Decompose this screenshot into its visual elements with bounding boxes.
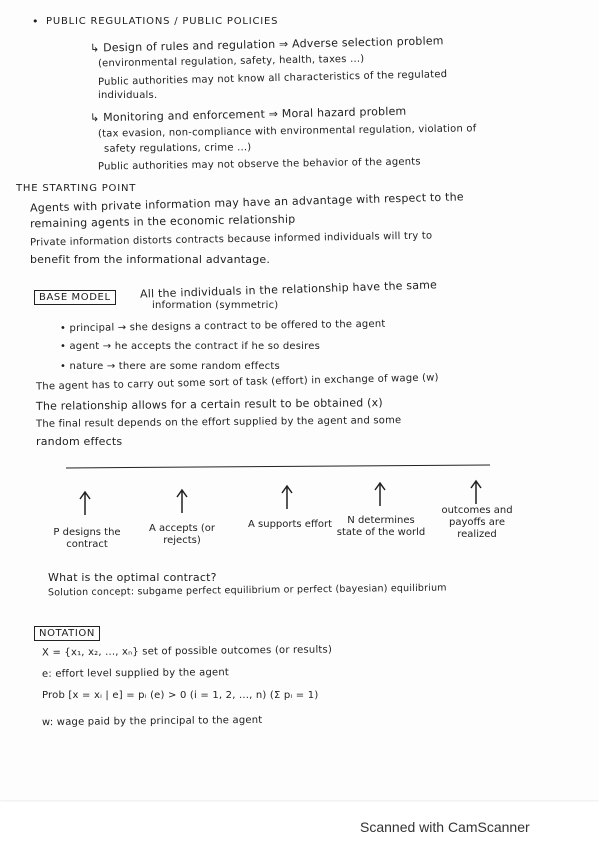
base-model-label: BASE MODEL xyxy=(34,290,116,305)
note-line: Prob [x = xᵢ | e] = pᵢ (e) > 0 (i = 1, 2, ..., n) (Σ pᵢ = 1) xyxy=(42,690,319,701)
note-line: The relationship allows for a certain result to be obtained (x) xyxy=(35,396,383,413)
note-line: X = {x₁, x₂, ..., xₙ} set of possible outcomes (or results) xyxy=(41,644,333,659)
note-line: information (symmetric) xyxy=(152,300,279,311)
up-arrow-icon xyxy=(79,490,91,516)
note-line: Public authorities may not know all characteristics of the regulated xyxy=(97,69,448,88)
note-line: Public authorities may not observe the behavior of the agents xyxy=(97,156,421,173)
note-line: What is the optimal contract? xyxy=(48,571,217,584)
scanner-watermark: Scanned with CamScanner xyxy=(360,819,530,835)
timeline-label: N determines state of the world xyxy=(336,515,426,538)
note-line: safety regulations, crime ...) xyxy=(103,142,252,155)
note-line: Agents with private information may have an advantage with respect to the xyxy=(29,190,464,215)
note-line: w: wage paid by the principal to the agent xyxy=(41,714,263,729)
section-heading-public-regulations: PUBLIC REGULATIONS / PUBLIC POLICIES xyxy=(46,16,279,27)
timeline-label: P designs the contract xyxy=(53,527,121,550)
timeline-label: outcomes and payoffs are realized xyxy=(441,505,513,540)
note-line: benefit from the informational advantage. xyxy=(30,253,271,266)
note-line: (tax evasion, non-compliance with environmental regulation, violation of xyxy=(97,123,477,140)
timeline-label: A supports effort xyxy=(248,519,332,530)
note-line: individuals. xyxy=(98,90,158,101)
note-line: remaining agents in the economic relationship xyxy=(29,212,296,231)
list-item: • agent → he accepts the contract if he so desires xyxy=(60,341,320,352)
note-line: (environmental regulation, safety, health, taxes ...) xyxy=(97,53,365,70)
notation-label: NOTATION xyxy=(34,626,100,641)
note-line: The final result depends on the effort supplied by the agent and some xyxy=(35,415,402,430)
note-line: All the individuals in the relationship have the same xyxy=(139,278,438,301)
note-line: The agent has to carry out some sort of task (effort) in exchange of wage (w) xyxy=(35,372,439,393)
up-arrow-icon xyxy=(176,488,188,514)
note-line: random effects xyxy=(36,435,123,448)
note-line: ↳ Design of rules and regulation ⇒ Adverse selection problem xyxy=(89,34,444,55)
bullet: • xyxy=(32,15,39,28)
timeline-label: A accepts (or rejects) xyxy=(148,523,216,546)
up-arrow-icon xyxy=(374,481,386,507)
note-line: Private information distorts contracts because informed individuals will try to xyxy=(29,230,433,249)
list-item: • principal → she designs a contract to be offered to the agent xyxy=(59,318,386,335)
note-line: e: effort level supplied by the agent xyxy=(41,667,230,680)
note-line: ↳ Monitoring and enforcement ⇒ Moral hazard problem xyxy=(89,104,407,125)
note-line: Solution concept: subgame perfect equilibrium or perfect (bayesian) equilibrium xyxy=(47,582,447,599)
timeline-axis xyxy=(66,465,490,469)
up-arrow-icon xyxy=(470,479,482,505)
up-arrow-icon xyxy=(281,484,293,510)
section-heading-starting-point: THE STARTING POINT xyxy=(16,183,137,194)
list-item: • nature → there are some random effects xyxy=(60,361,280,372)
